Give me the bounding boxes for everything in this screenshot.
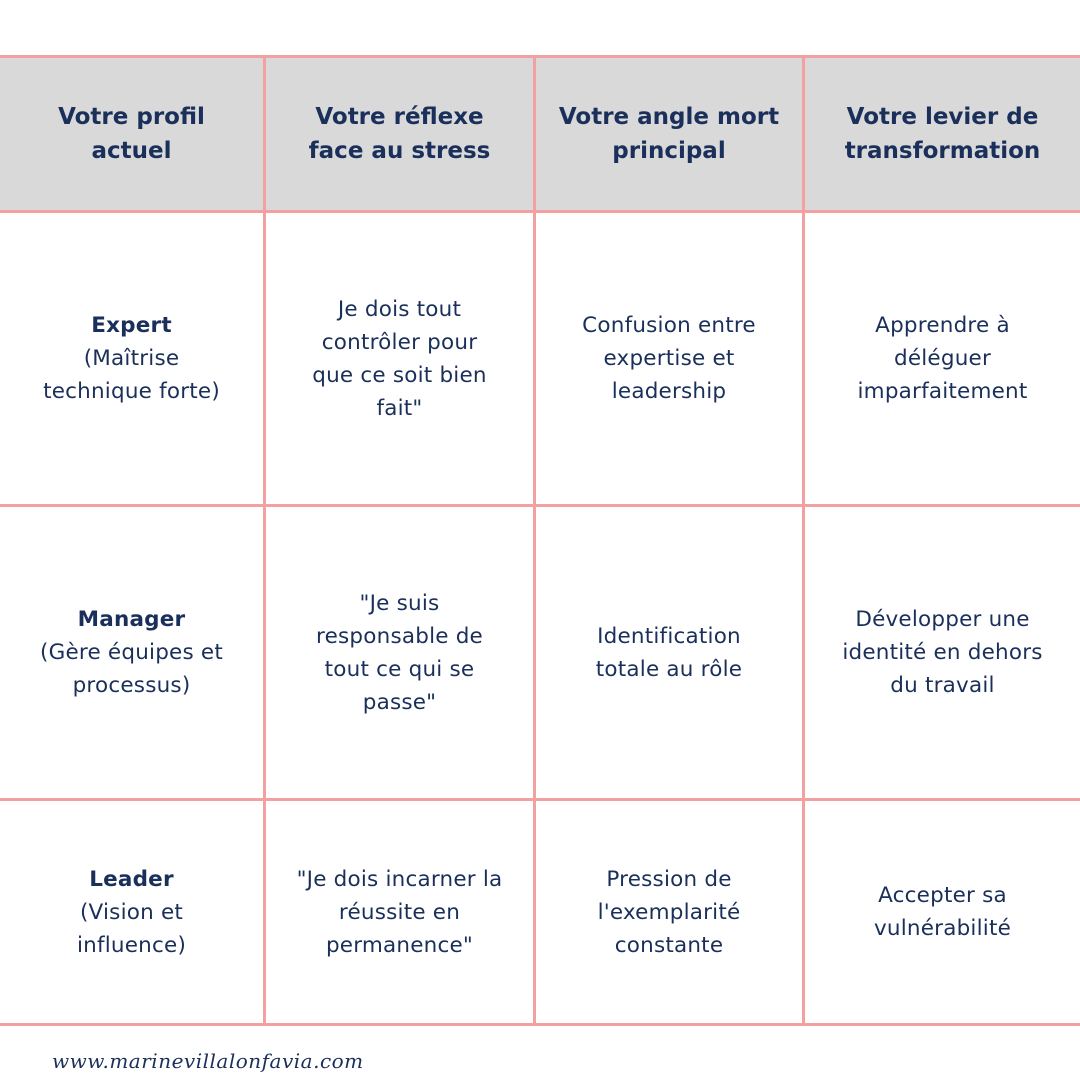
table-row-3-stress-reflex [266, 801, 533, 1023]
table-row-1-blind-spot [536, 213, 802, 504]
lever-manager: Développer une identité en dehors du travail [842, 607, 1043, 698]
stress-reflex-expert: Je dois tout contrôler pour que ce soit bien fait" [312, 296, 487, 421]
table-row-1-lever [805, 213, 1080, 504]
profile-desc-leader: (Vision et influence) [76, 899, 187, 958]
blind-spot-manager: Identification totale au rôle [595, 623, 743, 682]
header-stress-reflex [266, 58, 533, 210]
header-blind-spot [536, 58, 802, 210]
lever-expert: Apprendre à déléguer imparfaitement [857, 313, 1028, 404]
table-row-2-lever [805, 507, 1080, 798]
profile-desc-expert: (Maîtrise technique forte) [43, 346, 220, 404]
stress-reflex-leader: "Je dois incarner la réussite en permanence" [296, 866, 503, 958]
table-row-3-blind-spot [536, 801, 802, 1023]
table-row-1-stress-reflex [266, 213, 533, 504]
website-url: www.marinevillalonfavia.com [52, 1049, 364, 1073]
stress-reflex-manager: "Je suis responsable de tout ce qui se passe" [316, 590, 483, 715]
blind-spot-expert: Confusion entre expertise et leadership [582, 313, 756, 404]
table-row-3-lever [805, 801, 1080, 1023]
lever-leader: Accepter sa vulnérabilité [873, 883, 1012, 941]
header-blind-spot-label: Votre angle mort principal [558, 104, 780, 164]
profile-name-manager: Manager [77, 607, 186, 632]
header-lever [805, 58, 1080, 210]
table-border-bottom [0, 1023, 1080, 1026]
profile-name-leader: Leader [89, 866, 174, 892]
table-row-2-stress-reflex [266, 507, 533, 798]
header-profile-label: Votre profil actuel [58, 104, 205, 164]
header-lever-label: Votre levier de transformation [844, 104, 1041, 164]
header-profile [0, 58, 263, 210]
table-row-1-profile [0, 213, 263, 504]
profile-desc-manager: (Gère équipes et processus) [40, 640, 223, 698]
blind-spot-leader: Pression de l'exemplarité constante [597, 866, 741, 958]
profile-name-expert: Expert [91, 313, 172, 338]
table-row-2-blind-spot [536, 507, 802, 798]
table-row-2-profile [0, 507, 263, 798]
table-row-3-profile [0, 801, 263, 1023]
header-stress-reflex-label: Votre réflexe face au stress [308, 104, 491, 164]
